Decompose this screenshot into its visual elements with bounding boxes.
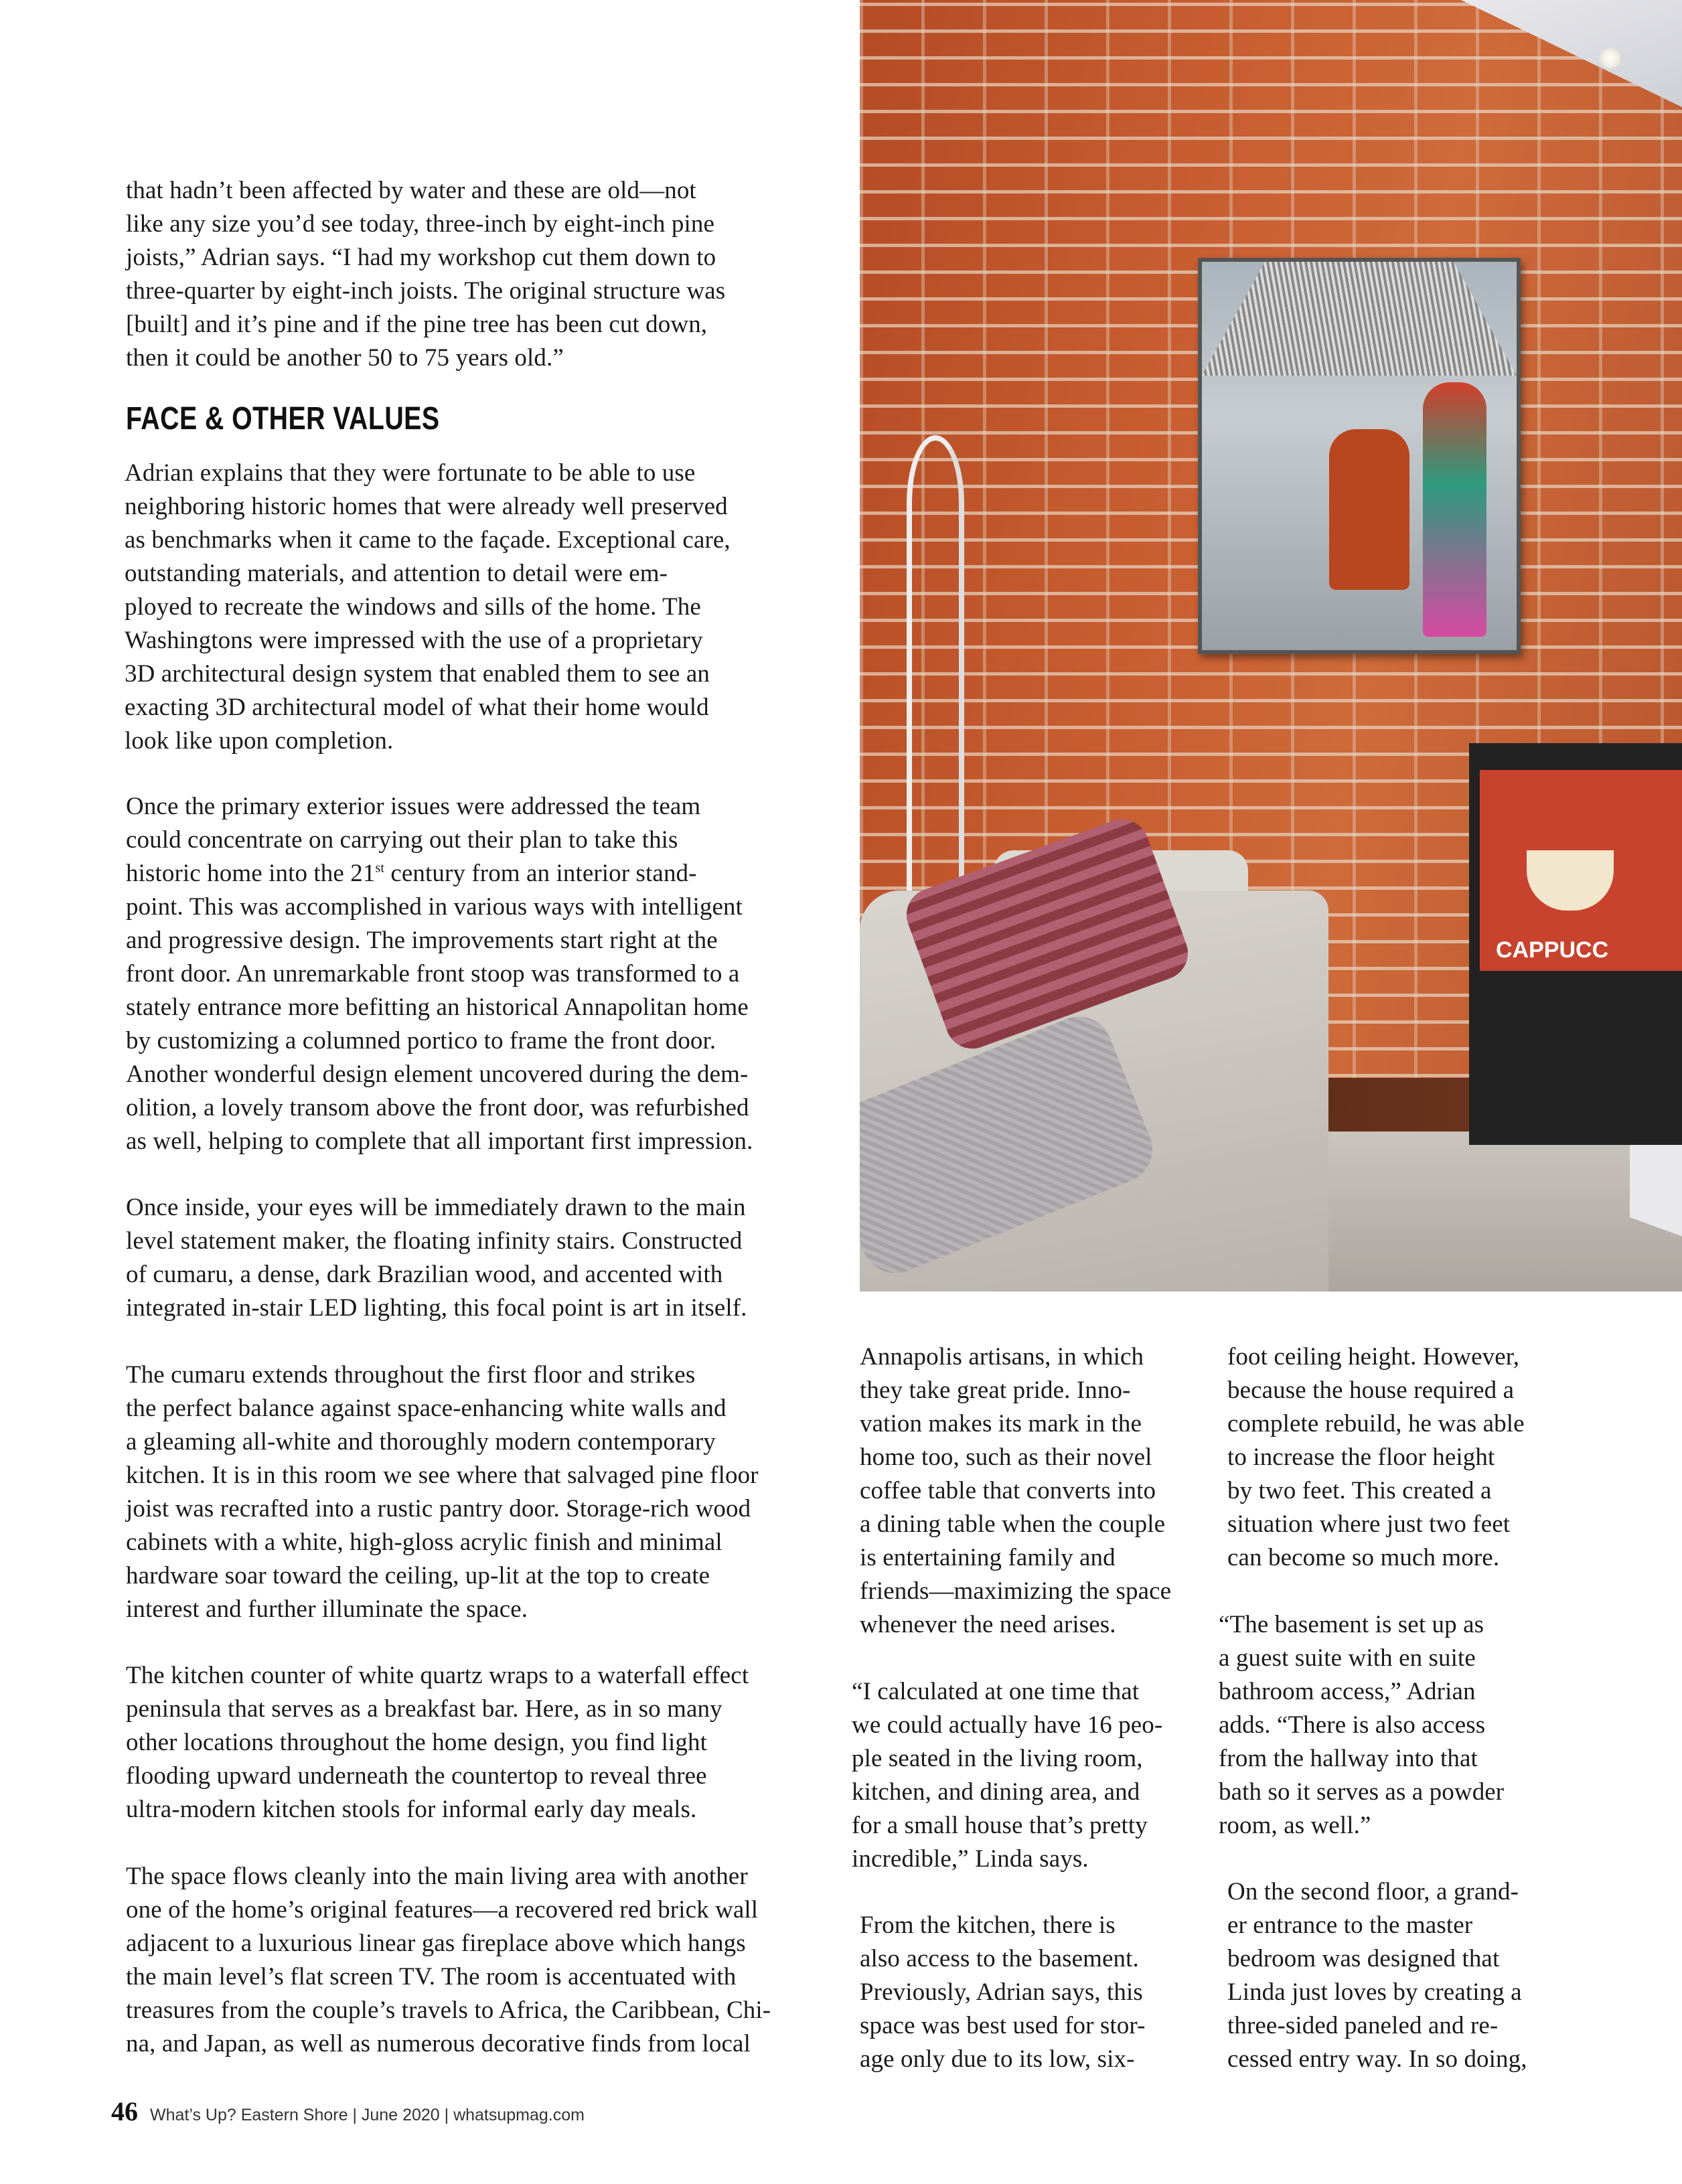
page-footer [111,2096,585,2127]
paragraph: foot ceiling height. However, because the house required a complete rebuild, he was able to increase the floor height by two feet. This created a situation where just two feet can become so much more. [1227,1343,1525,1571]
paragraph: The cumaru extends throughout the first floor and strikes the perfect balance against space-enhancing white walls and a gleaming all-white and thoroughly modern contemporary kitchen. It is in this room we see where that salvaged pine floor joist was recrafted into a rustic pantry door. Storage-rich wood cabinets with a white, high-gloss acrylic finish and minimal hardware soar toward the ceiling, up-lit at the top to create interest and further illuminate the space. [126,1361,759,1623]
paragraph: Annapolis artisans, in which they take great pride. Inno- vation makes its mark in the home too, such as their novel coffee table that converts into a dining table when the couple is entertaining family and friends—maximizing the space whenever the need arises. [860,1343,1172,1638]
paragraph-text: Once the primary exterior issues were addressed the team could concentrate on carrying out their plan to take this historic home into the 21 [126,793,701,887]
superscript: st [375,860,384,876]
sign-text: CAPPUCC [1496,937,1609,963]
painting-roof [1202,262,1517,376]
footer-text: What’s Up? Eastern Shore | June 2020 | whatsupmag.com [150,2106,585,2124]
paragraph: Once inside, your eyes will be immediately drawn to the main level statement maker, the floating infinity stairs. Constructed of cumaru, a dense, dark Brazilian wood, and accented with integrated in-stair LED lighting, this focal point is art in itself. [126,1194,747,1322]
painting-figure [1329,429,1409,590]
paragraph [126,790,753,1158]
sign-panel [1480,770,1682,971]
living-room-photo [860,0,1682,1292]
cup-icon [1527,850,1614,911]
african-village-painting [1198,258,1521,654]
paragraph: that hadn’t been affected by water and these are old—not like any size you’d see today, three-inch by eight-inch pine joists,” Adrian says. “I had my workshop cut them down to three-quarter by eight-inch joists. The original structure was [built] and it’s pine and if the pine tree has been cut down, then it could be another 50 to 75 years old.” [126,177,726,372]
paragraph: Adrian explains that they were fortunate to be able to use neighboring historic homes that were already well preserved as benchmarks when it came to the façade. Exceptional care, outstanding materials, and attention to detail were em- ployed to recreate the windows and sills of the home. The Washingtons were impressed with the use of a proprietary 3D architectural design system that enabled them to see an exacting 3D architectural model of what their home would look like upon completion. [125,459,731,755]
paragraph: “I calculated at one time that we could actually have 16 peo- ple seated in the living room, kitchen, and dining area, and for a small house that’s pretty incredible,” Linda says. [852,1678,1163,1873]
ceiling-light [1599,47,1622,70]
paragraph-text: century from an interior stand- point. This was accomplished in various ways with intelligent and progressive design. The improvements start right at the front door. An unremarkable front stoop was transformed to a stately entrance more befitting an historical Annapolitan home by customizing a columned portico to frame the front door. Another wonderful design element uncovered during the dem- olition, a lovely transom above the front door, was refurbished as well, helping to complete that all important first impression. [126,860,753,1155]
paragraph: On the second floor, a grand- er entrance to the master bedroom was designed that Linda just loves by creating a three-sided paneled and re- cessed entry way. In so doing, [1227,1878,1527,2073]
paragraph: The kitchen counter of white quartz wraps to a waterfall effect peninsula that serves as a breakfast bar. Here, as in so many other locations throughout the home design, you find light flooding upward underneath the countertop to reveal three ultra-modern kitchen stools for informal early day meals. [126,1662,749,1823]
painting-figure [1423,382,1486,637]
paragraph: “The basement is set up as a guest suite with en suite bathroom access,” Adrian adds. “There is also access from the hallway into that bath so it serves as a powder room, as well.” [1219,1611,1505,1839]
cappuccino-sign [1469,743,1682,1145]
paragraph: From the kitchen, there is also access to the basement. Previously, Adrian says, this space was best used for stor- age only due to its low, six- [860,1912,1146,2073]
section-heading: FACE & OTHER VALUES [126,401,440,437]
page-number: 46 [111,2096,138,2126]
ceiling [1461,0,1682,107]
paragraph: The space flows cleanly into the main living area with another one of the home’s original features—a recovered red brick wall adjacent to a luxurious linear gas fireplace above which hangs the main level’s flat screen TV. The room is accentuated with treasures from the couple’s travels to Africa, the Caribbean, Chi- na, and Japan, as well as numerous decorative finds from local [126,1863,771,2057]
